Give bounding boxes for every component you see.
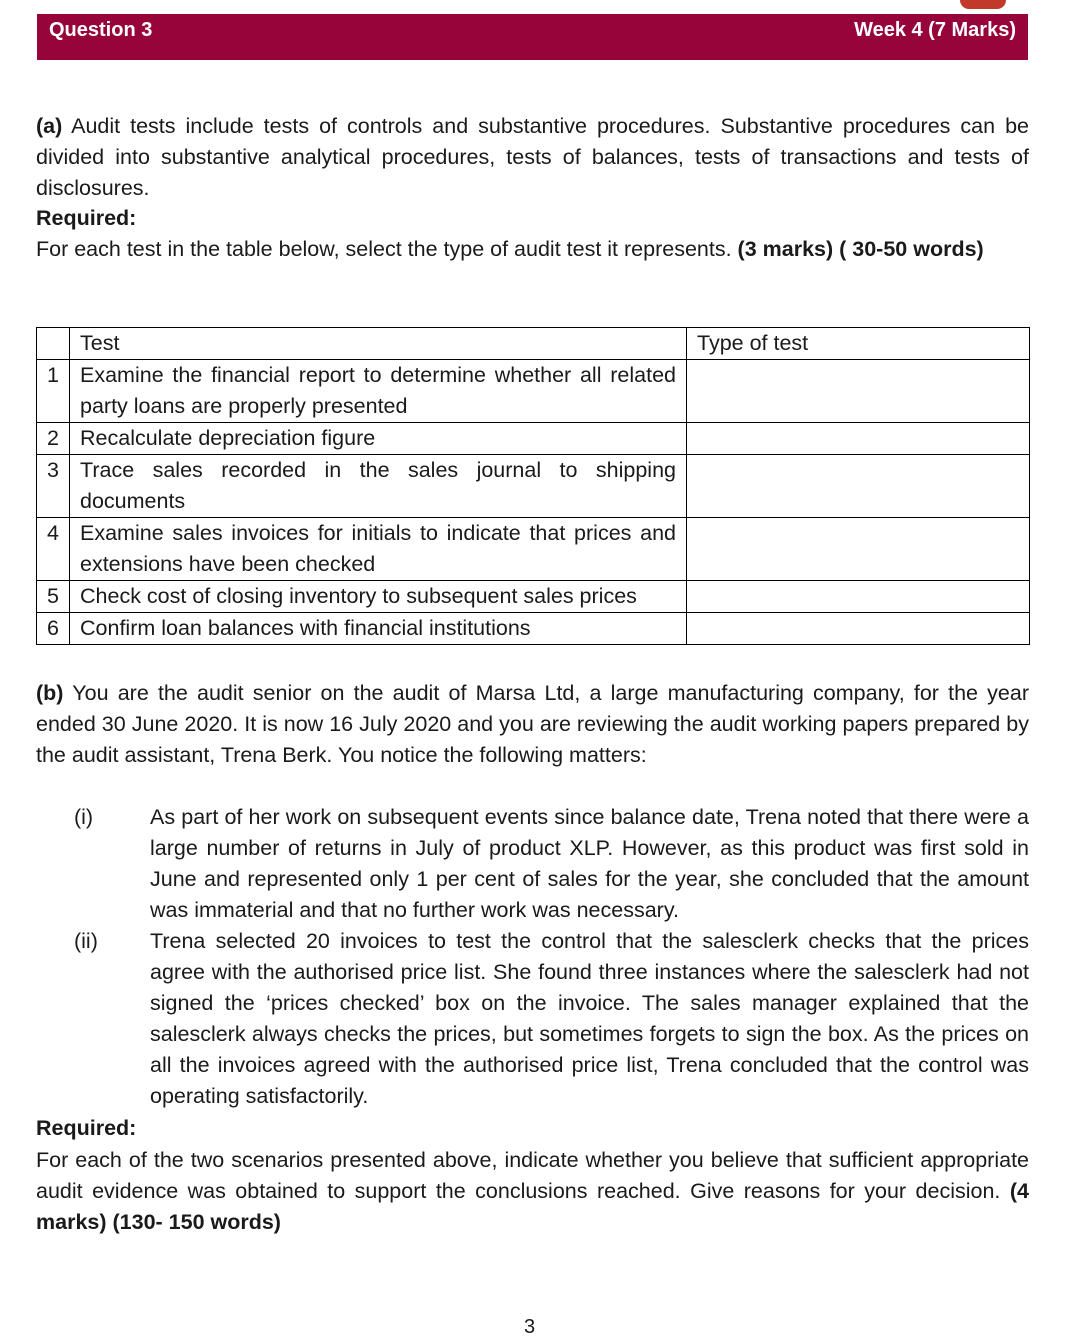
row-type-of-test[interactable] <box>687 581 1030 613</box>
table-header-row <box>37 328 1030 360</box>
row-number: 3 <box>37 455 70 518</box>
row-test: Examine sales invoices for initials to indicate that prices and extensions have been checked <box>70 518 687 581</box>
row-test: Trace sales recorded in the sales journal to shipping documents <box>70 455 687 518</box>
table-row <box>37 360 1030 423</box>
part-a-required-label: Required: <box>36 206 137 230</box>
list-item <box>36 802 1029 926</box>
list-item <box>36 926 1029 1112</box>
row-type-of-test[interactable] <box>687 613 1030 645</box>
week-marks: Week 4 (7 Marks) <box>854 19 1016 41</box>
scenario-label: (ii) <box>74 929 98 953</box>
row-number: 4 <box>37 518 70 581</box>
part-b-intro-text: You are the audit senior on the audit of Marsa Ltd, a large manufacturing company, for the year ended 30 June 2020. It is now 16 July 2020 and you are reviewing the audit working papers prepared by the audit assistant, Trena Berk. You notice the following matters: <box>36 681 1029 767</box>
scenario-text: As part of her work on subsequent events since balance date, Trena noted that there were a large number of returns in July of product XLP. However, as this product was first sold in June and represented only 1 per cent of sales for the year, she concluded that the amount was immaterial and that no further work was necessary. <box>150 805 1029 922</box>
row-type-of-test[interactable] <box>687 360 1030 423</box>
scenario-label: (i) <box>74 805 94 829</box>
question-banner <box>37 14 1028 60</box>
table-row <box>37 423 1030 455</box>
table-row <box>37 518 1030 581</box>
question-title: Question 3 <box>49 19 153 41</box>
row-type-of-test[interactable] <box>687 423 1030 455</box>
scenario-list <box>36 802 1029 1112</box>
row-test: Recalculate depreciation figure <box>70 423 687 455</box>
row-number: 2 <box>37 423 70 455</box>
header-badge-decoration <box>960 0 1006 9</box>
table-row <box>37 581 1030 613</box>
part-b-instruction <box>36 1145 1029 1238</box>
part-a-label: (a) <box>36 114 63 138</box>
part-a-marks: (3 marks) ( 30-50 words) <box>737 237 984 261</box>
part-b-label: (b) <box>36 681 64 705</box>
audit-tests-table <box>36 327 1030 645</box>
scenario-text: Trena selected 20 invoices to test the control that the salesclerk checks that the prices agree with the authorised price list. She found three instances where the salesclerk had not signed the ‘prices checked’ box on the invoice. The sales manager explained that the salesclerk always checks the prices, but sometimes forgets to sign the box. As the prices on all the invoices agreed with the authorised price list, Trena concluded that the control was operating satisfactorily. <box>150 929 1029 1108</box>
table-row <box>37 455 1030 518</box>
part-a-intro-text: Audit tests include tests of controls and substantive procedures. Substantive procedures can be divided into substantive analytical procedures, tests of balances, tests of transactions and tests of disclosures. <box>36 114 1029 200</box>
table-row <box>37 613 1030 645</box>
part-b-instruction-text: For each of the two scenarios presented above, indicate whether you believe that sufficient appropriate audit evidence was obtained to support the conclusions reached. Give reasons for your decision. <box>36 1148 1029 1203</box>
row-number: 1 <box>37 360 70 423</box>
part-a-intro <box>36 111 1029 204</box>
row-number: 5 <box>37 581 70 613</box>
part-a-instruction <box>36 234 1029 265</box>
part-b-required-label: Required: <box>36 1116 137 1140</box>
row-type-of-test[interactable] <box>687 455 1030 518</box>
row-test: Confirm loan balances with financial institutions <box>70 613 687 645</box>
part-b-intro <box>36 678 1029 771</box>
row-test: Examine the financial report to determine whether all related party loans are properly presented <box>70 360 687 423</box>
header-num-cell <box>37 328 70 360</box>
part-b-marks: (4 marks) (130- 150 words) <box>36 1179 1029 1234</box>
part-a-instruction-text: For each test in the table below, select the type of audit test it represents. <box>36 237 732 261</box>
row-type-of-test[interactable] <box>687 518 1030 581</box>
header-type-of-test: Type of test <box>687 328 1030 360</box>
row-test: Check cost of closing inventory to subsequent sales prices <box>70 581 687 613</box>
row-number: 6 <box>37 613 70 645</box>
page-number: 3 <box>524 1316 536 1338</box>
header-test: Test <box>70 328 687 360</box>
